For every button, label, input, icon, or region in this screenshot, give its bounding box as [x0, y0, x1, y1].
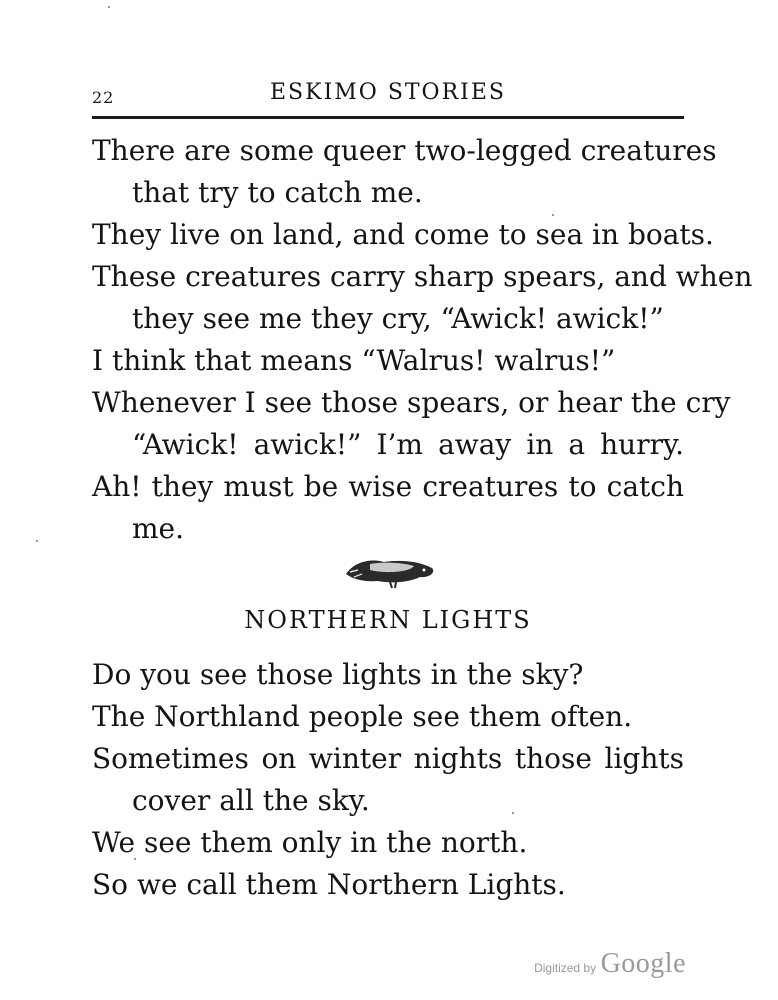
watermark-prefix: Digitized by — [534, 961, 597, 975]
page-number: 22 — [92, 88, 115, 107]
verse-line: They live on land, and come to sea in boats. — [92, 218, 714, 251]
verse-line: The Northland people see them often. — [92, 700, 633, 733]
verse-line: Whenever I see those spears, or hear the cry — [92, 386, 731, 419]
verse-line: cover all the sky. — [132, 784, 370, 817]
poem-walrus — [92, 130, 753, 550]
digitized-watermark — [534, 948, 686, 980]
running-title: ESKIMO STORIES — [270, 80, 506, 105]
verse-line: These creatures carry sharp spears, and when — [92, 260, 753, 293]
verse-line: We see them only in the north. — [92, 826, 528, 859]
print-speck — [108, 6, 110, 8]
verse-line: “Awick! awick!” I’m away in a hurry. — [132, 428, 684, 461]
verse-line: Ah! they must be wise creatures to catch — [92, 470, 684, 503]
poem-northern-lights — [92, 654, 684, 906]
verse-line: Do you see those lights in the sky? — [92, 658, 584, 691]
verse-line: they see me they cry, “Awick! awick!” — [132, 302, 664, 335]
section-title: NORTHERN LIGHTS — [244, 606, 532, 634]
walrus-ornament-icon — [340, 550, 440, 590]
verse-line: that try to catch me. — [132, 176, 423, 209]
verse-line: I think that means “Walrus! walrus!” — [92, 344, 616, 377]
watermark-brand: Google — [600, 948, 686, 979]
verse-line: me. — [132, 512, 185, 545]
print-speck — [36, 540, 38, 542]
verse-line: There are some queer two-legged creatures — [92, 134, 717, 167]
verse-line: Sometimes on winter nights those lights — [92, 742, 684, 775]
page-header — [92, 76, 684, 119]
verse-line: So we call them Northern Lights. — [92, 868, 566, 901]
